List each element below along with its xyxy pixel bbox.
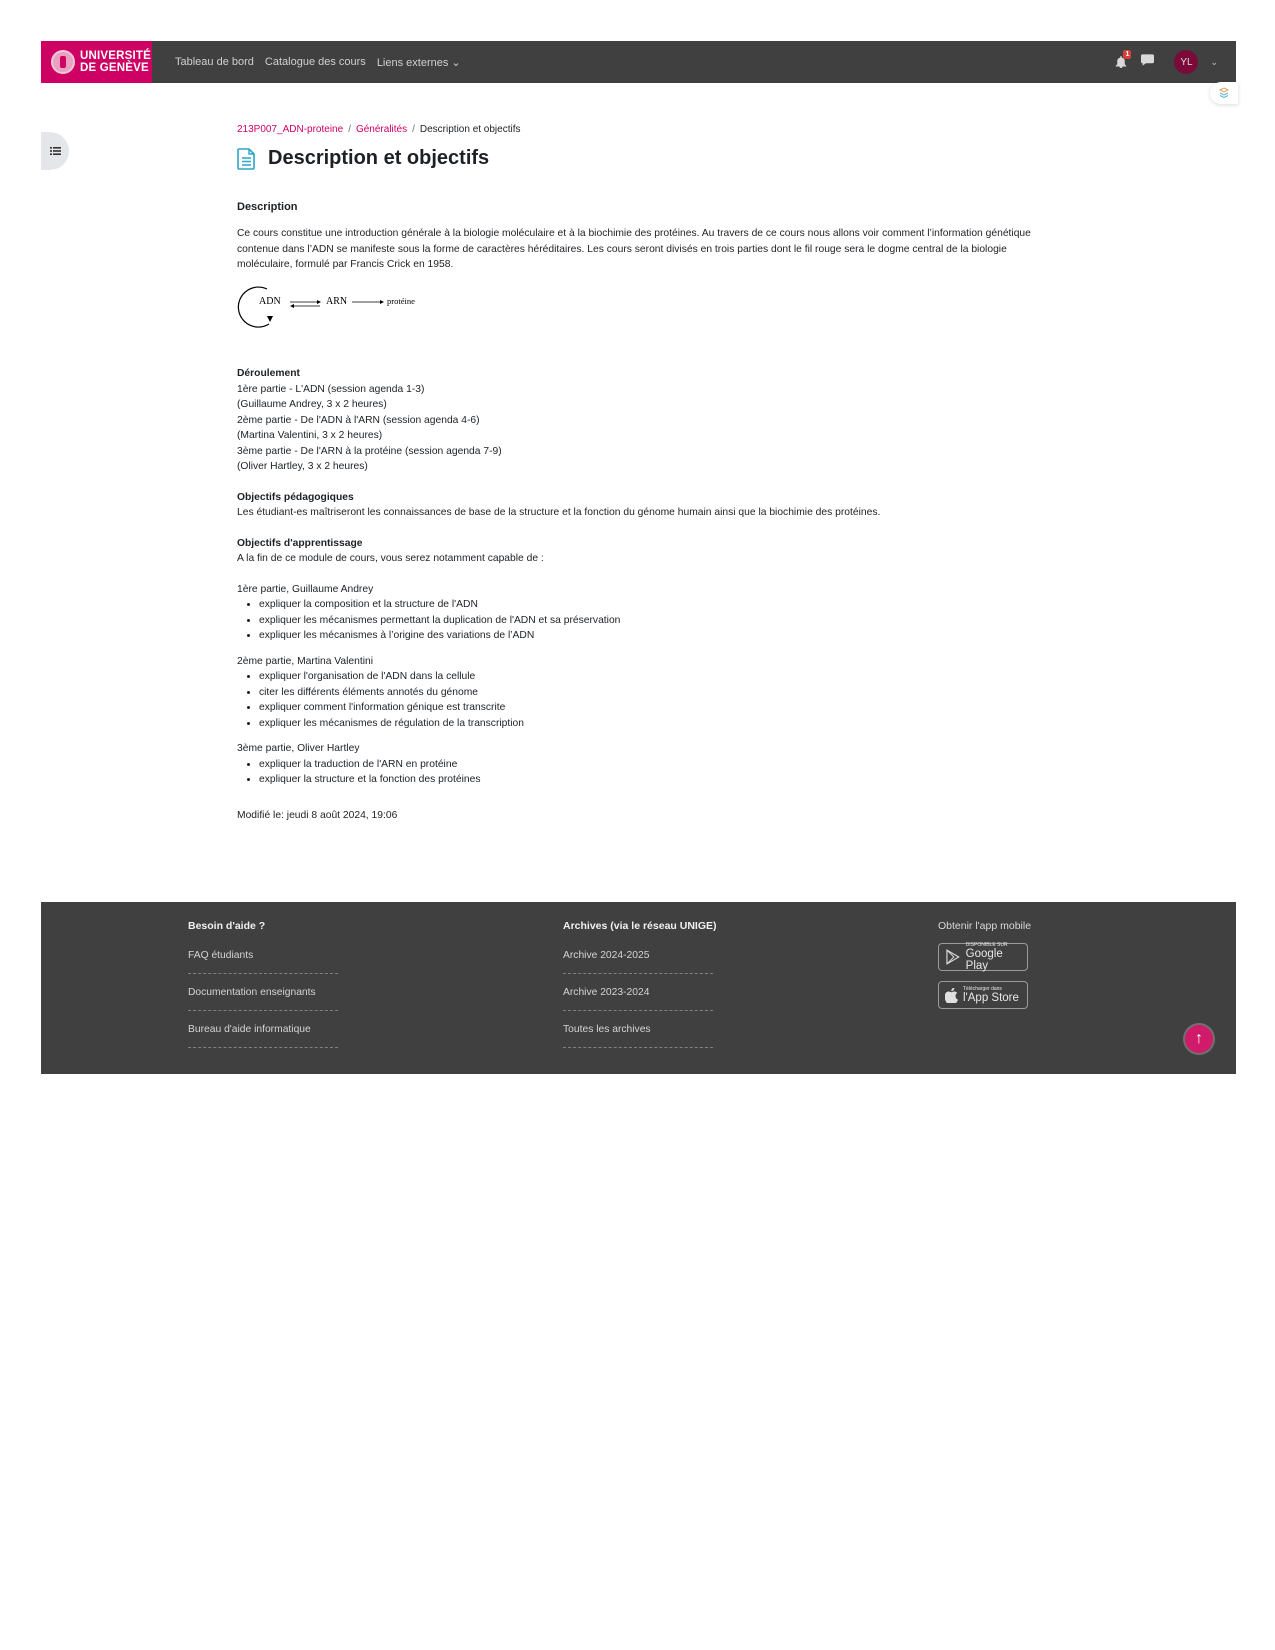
- app-store-button[interactable]: [938, 981, 1028, 1009]
- app-store-small-text: Télécharger dans: [963, 986, 1002, 992]
- google-play-button[interactable]: [938, 943, 1028, 971]
- footer-archives-heading: Archives (via le réseau UNIGE): [563, 920, 717, 932]
- list-item: • expliquer la composition et la structure de l'ADN: [259, 597, 1037, 613]
- floating-widget-button[interactable]: [1210, 82, 1238, 104]
- deroulement-line: (Guillaume Andrey, 3 x 2 heures): [237, 399, 387, 410]
- footer-link-documentation[interactable]: Documentation enseignants: [188, 987, 338, 1011]
- breadcrumb-separator: /: [348, 124, 351, 135]
- university-logo[interactable]: [41, 41, 152, 83]
- messages-button[interactable]: [1141, 53, 1154, 71]
- notification-count-badge: 1: [1125, 51, 1130, 58]
- nav-course-catalog[interactable]: Catalogue des cours: [264, 55, 366, 68]
- footer-help-column: [188, 920, 338, 1061]
- list-item: • expliquer l'organisation de l'ADN dans la cellule: [259, 669, 1037, 685]
- footer-link-faq[interactable]: FAQ étudiants: [188, 950, 338, 974]
- deroulement-heading: Déroulement: [237, 368, 300, 379]
- breadcrumb: [237, 122, 1037, 138]
- part-1: [237, 582, 1037, 644]
- chat-bubble-icon: [1141, 54, 1154, 66]
- page-document-icon: [237, 148, 256, 170]
- deroulement-line: (Martina Valentini, 3 x 2 heures): [237, 430, 383, 441]
- list-item: • expliquer la traduction de l'ARN en protéine: [259, 757, 1037, 773]
- deroulement-line: 2ème partie - De l'ADN à l'ARN (session agenda 4-6): [237, 414, 480, 426]
- objectifs-pedagogiques-text: Les étudiant-es maîtriseront les connaissances de base de la structure et la fonction du génome humain ainsi que la biochimie des protéines.: [237, 507, 881, 518]
- arrow-up-icon: ↑: [1195, 1030, 1203, 1047]
- footer-link-archive-2024[interactable]: Archive 2024-2025: [563, 950, 713, 974]
- top-navbar: [41, 41, 1236, 83]
- diagram-node-adn: ADN: [259, 295, 281, 307]
- part-title: 3ème partie, Oliver Hartley: [237, 743, 360, 754]
- nav-dashboard[interactable]: Tableau de bord: [175, 55, 254, 68]
- footer-link-all-archives[interactable]: Toutes les archives: [563, 1024, 713, 1048]
- google-play-label: Google Play: [965, 948, 1003, 972]
- objectifs-pedagogiques-heading: Objectifs pédagogiques: [237, 491, 354, 503]
- brand-line2: DE GENÈVE: [80, 62, 149, 74]
- central-dogma-diagram: [237, 281, 437, 331]
- page-footer: [41, 902, 1236, 1074]
- list-item: • expliquer les mécanismes permettant la duplication de l'ADN et sa préservation: [259, 613, 1037, 629]
- notifications-button[interactable]: [1115, 51, 1130, 69]
- breadcrumb-separator: /: [412, 124, 415, 135]
- app-store-label: l'App Store: [963, 992, 1019, 1004]
- footer-archives-column: [563, 920, 717, 1061]
- breadcrumb-current: Description et objectifs: [419, 124, 521, 135]
- layers-icon: [1218, 87, 1230, 99]
- footer-app-heading: Obtenir l'app mobile: [938, 920, 1032, 932]
- list-item: • expliquer les mécanismes de régulation de la transcription: [259, 716, 1037, 732]
- part-objectives-list: [259, 669, 1037, 731]
- part-2: [237, 654, 1037, 732]
- brand-text: [80, 50, 151, 74]
- part-title: 2ème partie, Martina Valentini: [237, 655, 374, 667]
- objectifs-apprentissage-intro: A la fin de ce module de cours, vous serez notamment capable de :: [237, 553, 544, 564]
- description-text: Ce cours constitue une introduction générale à la biologie moléculaire et à la biochimie des protéines. Au travers de ce cours nous allons voir comment l’information génétique contenue dans l’ADN se manifeste sous la forme de caractères héréditaires. Les cours seront divisés en trois parties dont le fil rouge sera le dogme central de la biologie moléculaire, formulé par Francis Crick en 1958.: [237, 228, 1031, 270]
- deroulement-line: 3ème partie - De l'ARN à la protéine (session agenda 7-9): [237, 445, 502, 457]
- breadcrumb-section-link[interactable]: Généralités: [355, 124, 408, 135]
- footer-help-heading: Besoin d'aide ?: [188, 920, 266, 932]
- google-play-small-text: DISPONIBLE SUR: [965, 942, 1008, 948]
- list-icon: [50, 146, 61, 156]
- user-avatar[interactable]: YL: [1174, 50, 1198, 74]
- footer-link-helpdesk[interactable]: Bureau d'aide informatique: [188, 1024, 338, 1048]
- part-title: 1ère partie, Guillaume Andrey: [237, 583, 374, 595]
- list-item: • citer les différents éléments annotés du génome: [259, 685, 1037, 701]
- part-objectives-list: [259, 757, 1037, 788]
- objectifs-pedagogiques-section: [237, 490, 1037, 521]
- footer-app-column: [938, 920, 1031, 1019]
- footer-link-archive-2023[interactable]: Archive 2023-2024: [563, 987, 713, 1011]
- university-seal-icon: [51, 50, 75, 74]
- course-index-toggle[interactable]: [41, 132, 69, 170]
- part-3: [237, 741, 1037, 788]
- diagram-node-arn: ARN: [326, 295, 348, 307]
- description-heading: Description: [237, 200, 298, 213]
- list-item: • expliquer la structure et la fonction des protéines: [259, 772, 1037, 788]
- primary-nav: [175, 56, 461, 69]
- breadcrumb-course-link[interactable]: 213P007_ADN-proteine: [237, 124, 344, 135]
- page-title: Description et objectifs: [268, 146, 490, 169]
- deroulement-line: (Oliver Hartley, 3 x 2 heures): [237, 461, 368, 472]
- objectifs-apprentissage-heading: Objectifs d'apprentissage: [237, 537, 363, 549]
- user-menu-chevron-down-icon[interactable]: ⌄: [1210, 56, 1218, 67]
- diagram-node-proteine: protéine: [387, 295, 415, 306]
- user-controls: [1115, 50, 1236, 74]
- deroulement-section: [237, 366, 1037, 475]
- list-item: • expliquer comment l'information génique est transcrite: [259, 700, 1037, 716]
- last-modified: Modifié le: jeudi 8 août 2024, 19:06: [237, 809, 398, 821]
- deroulement-line: 1ère partie - L'ADN (session agenda 1-3): [237, 383, 425, 395]
- objectifs-apprentissage-section: [237, 536, 1037, 788]
- brand-line1: UNIVERSITÉ: [80, 50, 152, 62]
- list-item: • expliquer les mécanismes à l’origine des variations de l’ADN: [259, 628, 1037, 644]
- main-content: [237, 122, 1037, 823]
- back-to-top-button[interactable]: [1185, 1025, 1213, 1053]
- page-header: [237, 148, 1037, 170]
- apple-icon: [945, 988, 958, 1003]
- nav-external-links-dropdown[interactable]: Liens externes ⌄: [376, 56, 461, 69]
- google-play-icon: [945, 949, 961, 965]
- part-objectives-list: [259, 597, 1037, 644]
